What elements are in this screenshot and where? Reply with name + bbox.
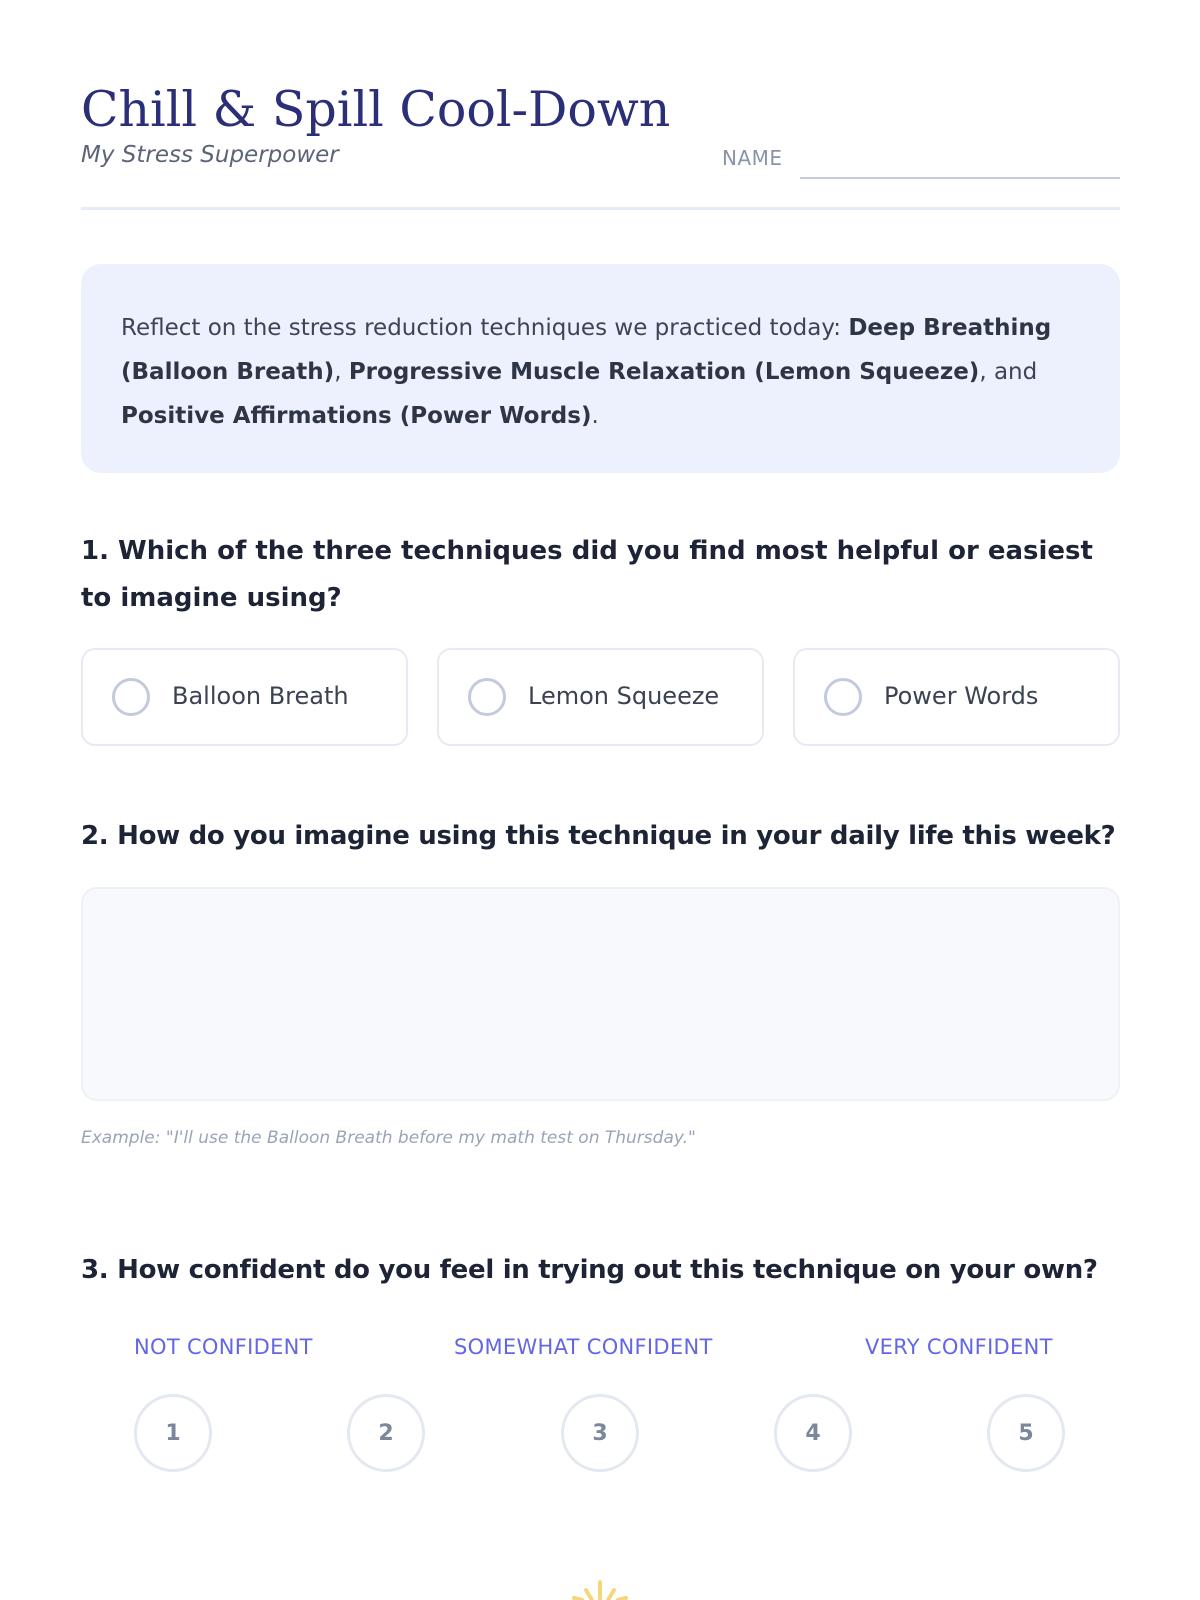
instructions-end: . (591, 403, 599, 429)
instructions-separator: , (334, 359, 349, 385)
instructions-lead: Reflect on the stress reduction techniques we practiced today: (121, 315, 849, 341)
technique-muscle-relaxation: Progressive Muscle Relaxation (Lemon Squeeze) (348, 359, 980, 385)
technique-deep-breathing: Deep Breathing (Balloon Breath) (121, 315, 1052, 385)
option-power-words[interactable] (793, 648, 1120, 746)
confidence-option-5[interactable]: 5 (987, 1394, 1065, 1472)
option-label: Balloon Breath (172, 682, 349, 710)
question-3: 3. How confident do you feel in trying out this technique on your own? (81, 1255, 1098, 1285)
option-balloon-breath[interactable] (81, 648, 408, 746)
confidence-option-1[interactable]: 1 (134, 1394, 212, 1472)
confidence-option-4[interactable]: 4 (774, 1394, 852, 1472)
radio-circle-icon[interactable] (468, 678, 506, 716)
header-divider (81, 207, 1120, 210)
page-title: Chill & Spill Cool-Down (81, 81, 671, 138)
example-hint: Example: "I'll use the Balloon Breath before my math test on Thursday." (81, 1128, 696, 1148)
confidence-option-2[interactable]: 2 (347, 1394, 425, 1472)
option-label: Power Words (884, 682, 1039, 710)
scale-label-somewhat-confident: SOMEWHAT CONFIDENT (454, 1335, 713, 1359)
sun-icon (570, 1578, 630, 1600)
scale-label-very-confident: VERY CONFIDENT (865, 1335, 1053, 1359)
name-field[interactable] (800, 177, 1120, 179)
name-label: NAME (722, 146, 783, 170)
instructions-box (81, 264, 1120, 473)
question-1: 1. Which of the three techniques did you find most helpful or easiest to imagine using? (81, 536, 1093, 613)
option-label: Lemon Squeeze (528, 682, 720, 710)
scale-label-not-confident: NOT CONFIDENT (134, 1335, 313, 1359)
instructions-separator: , and (979, 359, 1038, 385)
radio-circle-icon[interactable] (112, 678, 150, 716)
technique-affirmations: Positive Affirmations (Power Words) (121, 403, 592, 429)
radio-circle-icon[interactable] (824, 678, 862, 716)
answer-textarea[interactable] (81, 887, 1120, 1101)
option-lemon-squeeze[interactable] (437, 648, 764, 746)
confidence-option-3[interactable]: 3 (561, 1394, 639, 1472)
page-subtitle: My Stress Superpower (81, 142, 339, 168)
question-2: 2. How do you imagine using this technique in your daily life this week? (81, 821, 1116, 851)
